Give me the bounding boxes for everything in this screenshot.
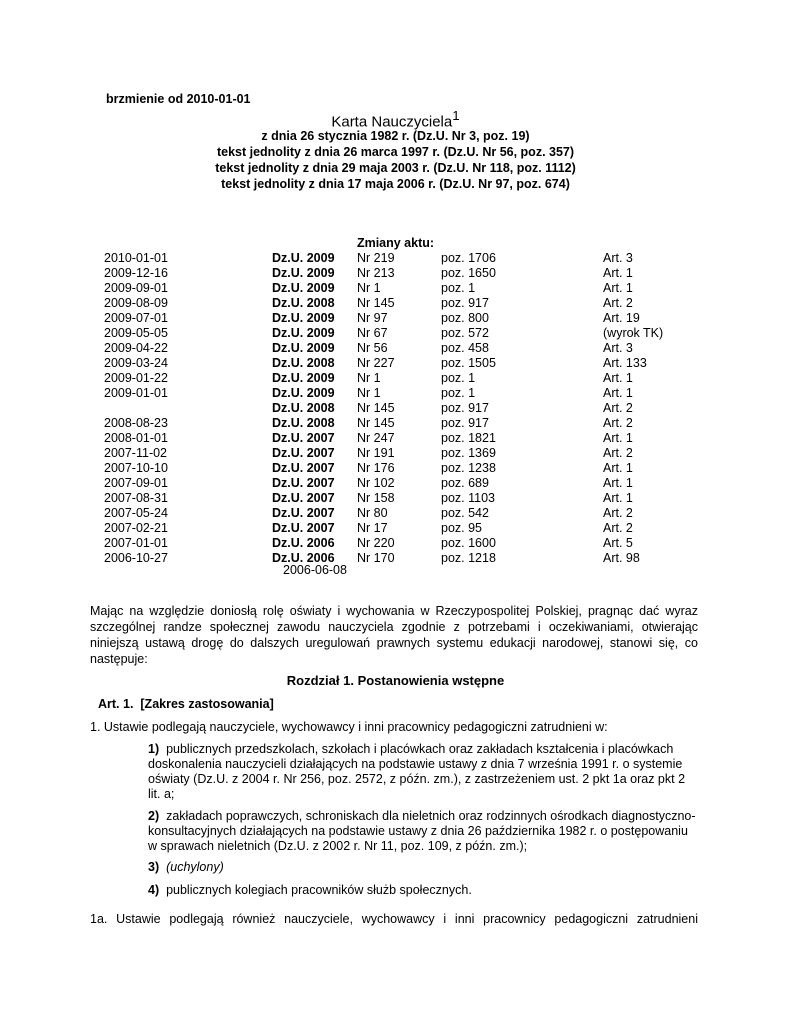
cell-journal: Dz.U. 2007 [272,431,335,445]
cell-position: poz. 1505 [441,356,496,370]
table-row [0,491,791,506]
cell-number: Nr 220 [357,536,395,550]
article-label: Art. 1. [98,697,134,711]
cell-position: poz. 1650 [441,266,496,280]
cell-article: Art. 1 [603,371,633,385]
cell-journal: Dz.U. 2009 [272,386,335,400]
cell-article: Art. 2 [603,416,633,430]
list-item-number: 2) [148,809,160,823]
list-item [130,742,698,802]
cell-position: poz. 917 [441,296,489,310]
cell-date: 2009-07-01 [104,311,168,325]
table-row [0,251,791,266]
cell-date: 2009-01-22 [104,371,168,385]
cell-date: 2007-09-01 [104,476,168,490]
cell-date: 2007-08-31 [104,491,168,505]
article-heading [98,697,274,711]
cell-date: 2008-08-23 [104,416,168,430]
cell-journal: Dz.U. 2009 [272,326,335,340]
cell-position: poz. 1369 [441,446,496,460]
table-row [0,326,791,341]
cell-article: Art. 2 [603,296,633,310]
subtitle-line: tekst jednolity z dnia 17 maja 2006 r. (Dz.U. Nr 97, poz. 674) [221,177,570,191]
cell-number: Nr 213 [357,266,395,280]
cell-article: Art. 1 [603,266,633,280]
cell-number: Nr 1 [357,386,381,400]
cell-number: Nr 1 [357,281,381,295]
cell-position: poz. 458 [441,341,489,355]
cell-journal: Dz.U. 2008 [272,296,335,310]
cell-date: 2009-12-16 [104,266,168,280]
cell-article: Art. 1 [603,476,633,490]
cell-date: 2007-05-24 [104,506,168,520]
document-status: brzmienie od 2010-01-01 [106,92,251,106]
cell-article: Art. 1 [603,281,633,295]
cell-journal: Dz.U. 2009 [272,251,335,265]
cell-number: Nr 67 [357,326,388,340]
cell-position: poz. 1218 [441,551,496,565]
cell-date: 2006-10-27 [104,551,168,565]
cell-date: 2009-05-05 [104,326,168,340]
cell-position: poz. 1238 [441,461,496,475]
list-item-number: 3) [148,860,160,874]
cell-number: Nr 170 [357,551,395,565]
table-row [0,371,791,386]
cell-position: poz. 542 [441,506,489,520]
table-row [0,416,791,431]
cell-date: 2008-01-01 [104,431,168,445]
table-row [0,296,791,311]
article-paragraph-1: 1. Ustawie podlegają nauczyciele, wychowawcy i inni pracownicy pedagogiczni zatrudnieni w: [90,720,608,734]
cell-article: Art. 1 [603,431,633,445]
cell-journal: Dz.U. 2007 [272,491,335,505]
cell-position: poz. 917 [441,416,489,430]
table-row [0,281,791,296]
cell-number: Nr 176 [357,461,395,475]
subtitle-line: tekst jednolity z dnia 26 marca 1997 r. (Dz.U. Nr 56, poz. 357) [216,145,575,159]
cell-article: Art. 1 [603,491,633,505]
cell-article: Art. 2 [603,446,633,460]
cell-date: 2007-10-10 [104,461,168,475]
table-row [0,341,791,356]
cell-article: (wyrok TK) [603,326,664,340]
cell-number: Nr 191 [357,446,395,460]
list-item-text: zakładach poprawczych, schroniskach dla nieletnich oraz rodzinnych ośrodkach diagnostyczno-konsultacyjnych działających na podstawie ustawy z dnia 26 października 1982 r. o postępowaniu w sprawach nieletnich (Dz.U. z 2002 r. Nr 11, poz. 109, z późn. zm.); [148,809,696,853]
cell-article: Art. 19 [603,311,640,325]
cell-number: Nr 247 [357,431,395,445]
list-item [130,809,698,854]
list-item-number: 4) [148,883,160,897]
table-row [0,401,791,416]
list-item [130,860,698,875]
cell-date: 2009-03-24 [104,356,168,370]
cell-journal: Dz.U. 2008 [272,401,335,415]
list-item-number: 1) [148,742,160,756]
table-row [0,311,791,326]
cell-article: Art. 133 [603,356,647,370]
list-item-text: publicznych przedszkolach, szkołach i placówkach oraz zakładach kształcenia i placówkach doskonalenia nauczycieli działających na podstawie ustawy z dnia 7 września 1991 r. o systemie oświaty (Dz.U. z 2004 r. Nr 256, poz. 2572, z późn. zm.), z zastrzeżeniem ust. 2 pkt 1a oraz pkt 2 lit. a; [148,742,686,801]
cell-journal: Dz.U. 2006 [272,551,335,565]
changes-table [0,251,791,566]
cell-position: poz. 1 [441,386,476,400]
list-item [130,883,698,898]
cell-position: poz. 1600 [441,536,496,550]
cell-number: Nr 158 [357,491,395,505]
cell-position: poz. 1 [441,281,476,295]
cell-article: Art. 3 [603,341,633,355]
table-row [0,431,791,446]
cell-number: Nr 17 [357,521,388,535]
cell-number: Nr 145 [357,296,395,310]
cell-date: 2010-01-01 [104,251,168,265]
cell-position: poz. 689 [441,476,489,490]
document-title: Karta Nauczyciela [331,113,453,131]
table-row [0,536,791,551]
cell-number: Nr 1 [357,371,381,385]
cell-journal: Dz.U. 2007 [272,476,335,490]
cell-number: Nr 80 [357,506,388,520]
cell-article: Art. 2 [603,506,633,520]
cell-journal: Dz.U. 2008 [272,356,335,370]
cell-date: 2009-08-09 [104,296,168,310]
cell-number: Nr 145 [357,401,395,415]
cell-article: Art. 5 [603,536,633,550]
cell-journal: Dz.U. 2009 [272,341,335,355]
changes-extra-date: 2006-06-08 [283,563,347,577]
cell-number: Nr 97 [357,311,388,325]
table-row [0,386,791,401]
table-row [0,461,791,476]
cell-journal: Dz.U. 2009 [272,311,335,325]
cell-journal: Dz.U. 2007 [272,506,335,520]
cell-date: 2007-02-21 [104,521,168,535]
cell-article: Art. 2 [603,521,633,535]
cell-article: Art. 1 [603,461,633,475]
article-paragraph-1a: 1a. Ustawie podlegają również nauczyciele, wychowawcy i inni pracownicy pedagogiczni zatrudnieni [90,912,698,926]
table-row [0,446,791,461]
chapter-heading: Rozdział 1. Postanowienia wstępne [286,673,505,688]
subtitle-line: tekst jednolity z dnia 29 maja 2003 r. (Dz.U. Nr 118, poz. 1112) [215,161,576,175]
table-row [0,476,791,491]
cell-date: 2007-01-01 [104,536,168,550]
cell-position: poz. 917 [441,401,489,415]
preamble-paragraph: Mając na względzie doniosłą rolę oświaty i wychowania w Rzeczypospolitej Polskiej, pragnąc dać wyraz szczególnej randze społecznej zawodu nauczyciela zgodnie z potrzebami i oczekiwaniami, otwierając niniejszą ustawą drogę do dalszych uregulowań prawnych systemu edukacji narodowej, stanowi się, co następuje: [90,604,698,666]
cell-date: 2007-11-02 [104,446,168,460]
cell-journal: Dz.U. 2009 [272,371,335,385]
article-title: [Zakres zastosowania] [140,697,274,711]
cell-number: Nr 102 [357,476,395,490]
cell-number: Nr 145 [357,416,395,430]
cell-journal: Dz.U. 2009 [272,266,335,280]
changes-heading: Zmiany aktu: [356,236,435,250]
cell-article: Art. 3 [603,251,633,265]
cell-position: poz. 1103 [441,491,495,505]
cell-journal: Dz.U. 2007 [272,461,335,475]
cell-position: poz. 1821 [441,431,496,445]
list-item-text: publicznych kolegiach pracowników służb społecznych. [166,883,472,897]
document-subtitles [0,128,791,192]
cell-position: poz. 95 [441,521,483,535]
table-row [0,506,791,521]
table-row [0,266,791,281]
cell-position: poz. 572 [441,326,489,340]
cell-date: 2009-09-01 [104,281,168,295]
cell-position: poz. 800 [441,311,489,325]
subtitle-line: z dnia 26 stycznia 1982 r. (Dz.U. Nr 3, poz. 19) [261,129,530,143]
cell-number: Nr 227 [357,356,395,370]
cell-journal: Dz.U. 2008 [272,416,335,430]
cell-journal: Dz.U. 2007 [272,521,335,535]
table-row [0,521,791,536]
table-row [0,356,791,371]
title-footnote-marker[interactable]: 1 [452,108,460,123]
cell-journal: Dz.U. 2007 [272,446,335,460]
cell-date: 2009-04-22 [104,341,168,355]
cell-article: Art. 98 [603,551,640,565]
cell-date: 2009-01-01 [104,386,168,400]
cell-number: Nr 219 [357,251,395,265]
cell-article: Art. 1 [603,386,633,400]
cell-journal: Dz.U. 2009 [272,281,335,295]
cell-position: poz. 1 [441,371,476,385]
cell-number: Nr 56 [357,341,388,355]
cell-article: Art. 2 [603,401,633,415]
cell-journal: Dz.U. 2006 [272,536,335,550]
list-item-text: (uchylony) [166,860,224,874]
cell-position: poz. 1706 [441,251,496,265]
